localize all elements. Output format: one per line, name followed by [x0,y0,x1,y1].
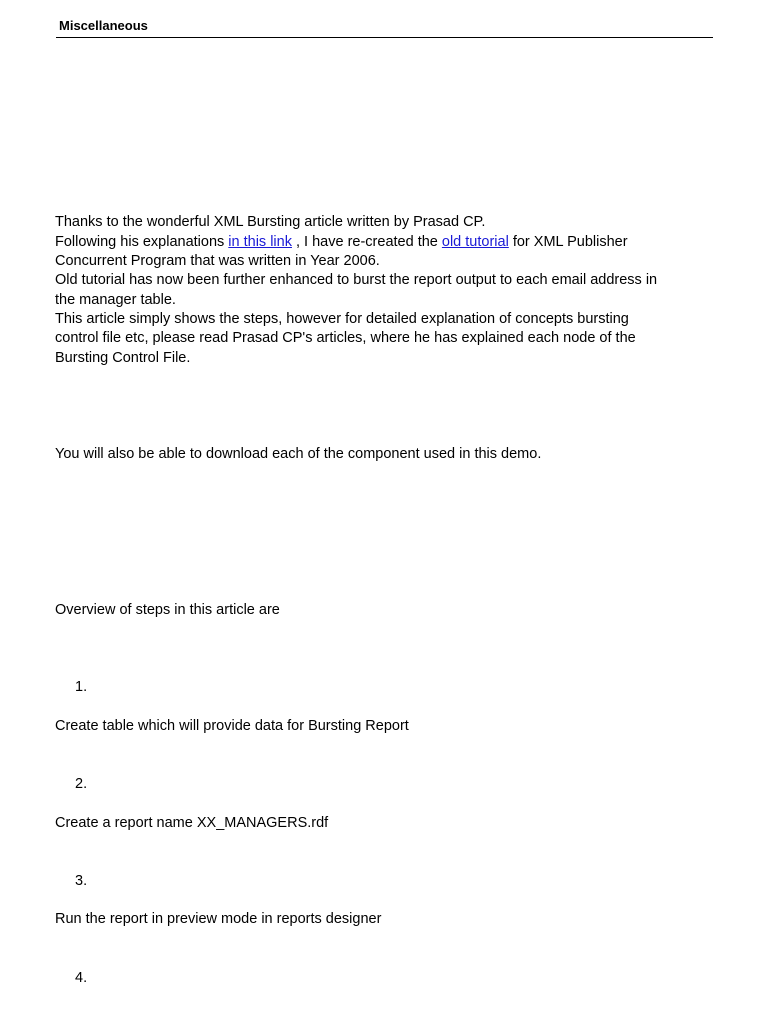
step-text: Create table which will provide data for Bursting Report [55,718,409,734]
intro-line: Bursting Control File. [55,350,191,366]
intro-line: control file etc, please read Prasad CP's articles, where he has explained each node of the [55,330,636,346]
step-text: Run the report in preview mode in reports designer [55,911,382,927]
intro-text: , I have re-created the [291,234,442,250]
intro-text: for XML Publisher [512,234,628,250]
download-note: You will also be able to download each of the component used in this demo. [55,446,542,462]
intro-line: Concurrent Program that was written in Year 2006. [55,253,380,269]
in-this-link[interactable]: in this link [228,234,292,250]
page-header [56,17,713,38]
step-number: 4. [75,970,88,986]
intro-line: Thanks to the wonderful XML Bursting article written by Prasad CP. [55,214,486,230]
step-number: 3. [75,873,88,889]
intro-line: the manager table. [55,292,176,308]
step-number: 1. [75,679,88,695]
intro-line-with-links [55,233,628,252]
step-text: Create a report name XX_MANAGERS.rdf [55,815,329,831]
intro-line: This article simply shows the steps, however for detailed explanation of concepts bursting [55,311,629,327]
overview-heading: Overview of steps in this article are [55,602,280,618]
section-title: Miscellaneous [59,18,148,33]
intro-text: Following his explanations [55,234,229,250]
old-tutorial-link[interactable]: old tutorial [441,234,509,250]
intro-line: Old tutorial has now been further enhanced to burst the report output to each email address in [55,272,658,288]
step-number: 2. [75,776,88,792]
